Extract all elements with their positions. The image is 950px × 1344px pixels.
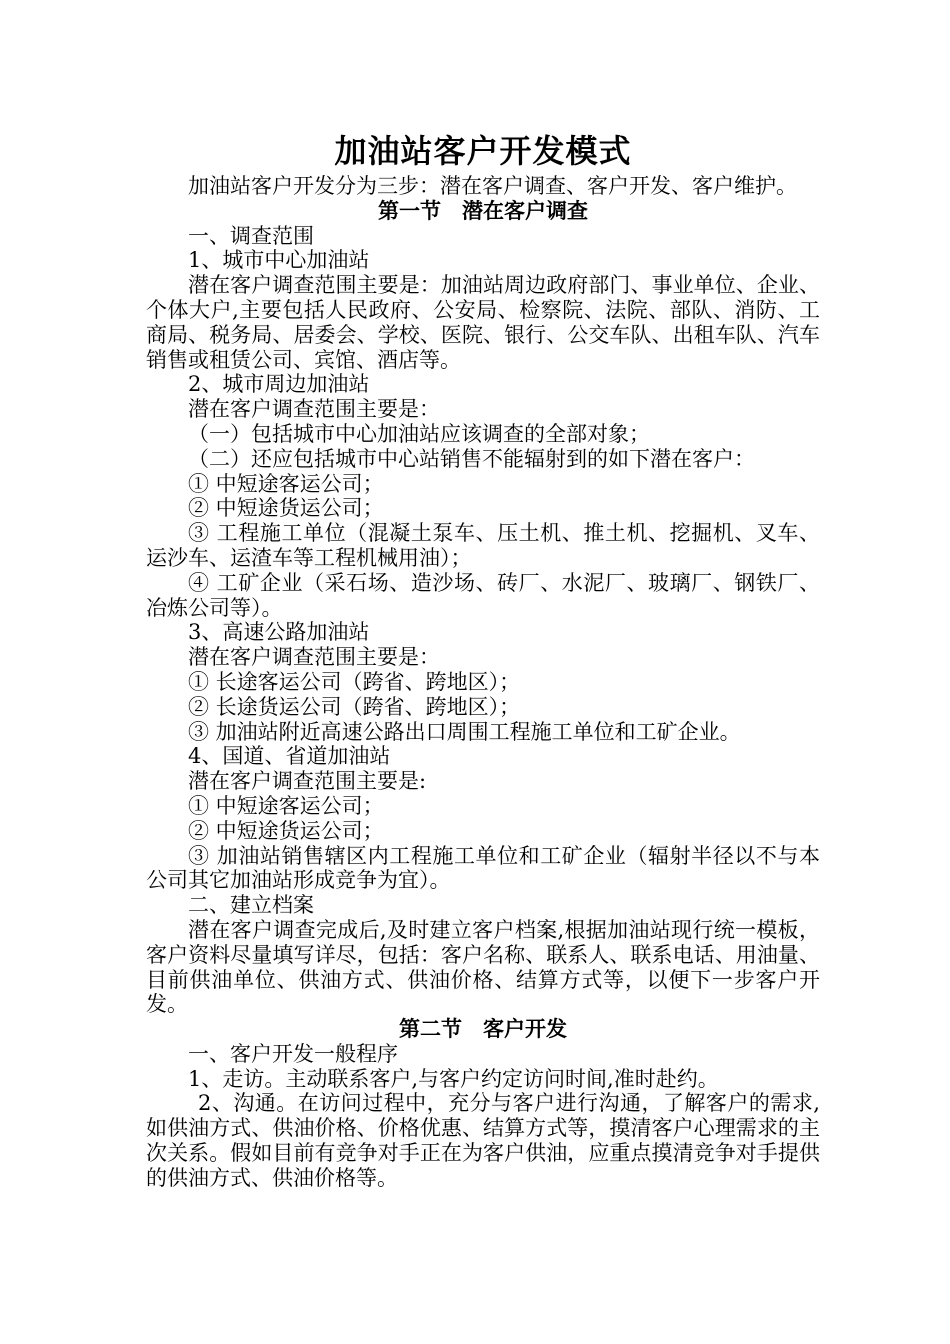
list-item: ② 中短途货运公司； — [188, 818, 384, 843]
list-item: ① 长途客运公司（跨省、跨地区）； — [188, 669, 521, 694]
paragraph: 4、国道、省道加油站 — [188, 744, 391, 769]
section-heading-1: 第一节 潜在客户调查 — [378, 198, 588, 223]
paragraph: 潜在客户调查范围主要是： — [188, 645, 440, 670]
section-2-body — [146, 1042, 820, 1191]
paragraph: 2、城市周边加油站 — [188, 372, 370, 397]
document-body — [146, 128, 820, 1191]
list-item: ② 中短途货运公司； — [188, 496, 384, 521]
paragraph: 二、建立档案 — [188, 893, 314, 918]
paragraph: 一、调查范围 — [188, 223, 314, 248]
paragraph: 潜在客户调查范围主要是： — [188, 397, 440, 422]
paragraph: 1、走访。主动联系客户,与客户约定访问时间,准时赴约。 — [188, 1066, 719, 1091]
section-heading-2: 第二节 客户开发 — [399, 1017, 567, 1042]
paragraph: （二）还应包括城市中心站销售不能辐射到的如下潜在客户： — [188, 446, 755, 471]
list-item: ④ 工矿企业（采石场、造沙场、砖厂、水泥厂、玻璃厂、钢铁厂、冶炼公司等）。 — [146, 570, 820, 620]
paragraph: 潜在客户调查范围主要是: — [188, 769, 427, 794]
paragraph: 潜在客户调查完成后,及时建立客户档案,根据加油站现行统一模板，客户资料尽量填写详尽，包括：客户名称、联系人、联系电话、用油量、目前供油单位、供油方式、供油价格、结算方式等，以便下一步客户开发。 — [146, 917, 820, 1017]
list-item: ③ 加油站销售辖区内工程施工单位和工矿企业（辐射半径以不与本公司其它加油站形成竞争为宜）。 — [146, 843, 820, 893]
document-title: 加油站客户开发模式 — [334, 132, 632, 170]
paragraph: 3、高速公路加油站 — [188, 620, 370, 645]
list-item: ① 中短途客运公司； — [188, 471, 384, 496]
list-item: ① 中短途客运公司； — [188, 793, 384, 818]
paragraph: 一、客户开发一般程序 — [188, 1041, 398, 1066]
paragraph: 潜在客户调查范围主要是：加油站周边政府部门、事业单位、企业、个体大户,主要包括人民政府、公安局、检察院、法院、部队、消防、工商局、税务局、居委会、学校、医院、银行、公交车队、出租车队、汽车销售或租赁公司、宾馆、酒店等。 — [146, 273, 820, 372]
list-item: ② 长途货运公司（跨省、跨地区）； — [188, 694, 521, 719]
paragraph: 2、沟通。在访问过程中，充分与客户进行沟通，了解客户的需求,如供油方式、供油价格、价格优惠、结算方式等，摸清客户心理需求的主次关系。假如目前有竞争对手正在为客户供油，应重点摸清竞争对手提供的供油方式、供油价格等。 — [146, 1091, 820, 1190]
paragraph: 1、城市中心加油站 — [188, 248, 370, 273]
section-1-body — [146, 224, 820, 1018]
list-item: ③ 工程施工单位（混凝土泵车、压土机、推土机、挖掘机、叉车、运沙车、运渣车等工程机械用油）； — [146, 521, 820, 570]
list-item: ③ 加油站附近高速公路出口周围工程施工单位和工矿企业。 — [188, 719, 741, 744]
intro-paragraph: 加油站客户开发分为三步：潜在客户调查、客户开发、客户维护。 — [188, 174, 797, 198]
paragraph: （一）包括城市中心加油站应该调查的全部对象； — [188, 421, 650, 446]
